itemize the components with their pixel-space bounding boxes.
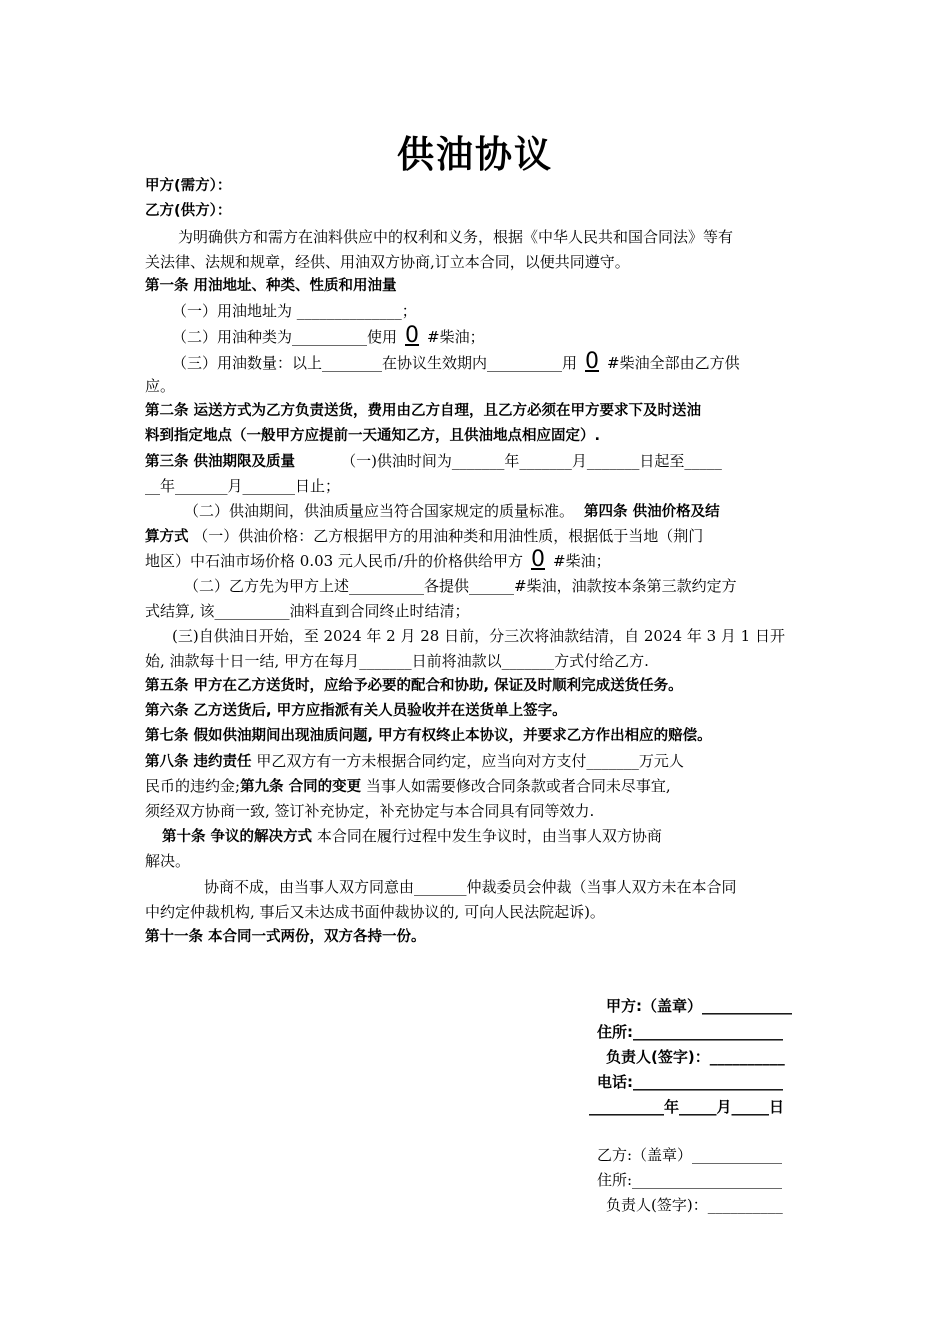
- article-9-heading: 第九条 合同的变更: [240, 779, 362, 795]
- intro-line-2: 关法律、法规和规章，经供、用油双方协商,订立本合同，以便共同遵守。: [145, 253, 630, 271]
- party-a-phone-line: 电话:____________________: [597, 1073, 783, 1091]
- article-10-line-4: 中约定仲裁机构, 事后又未达成书面仲裁协议的, 可向人民法院起诉)。: [145, 903, 605, 921]
- party-a-date-line: __________年_____月_____日: [589, 1098, 785, 1116]
- article-10-line-2: 解决。: [145, 852, 191, 870]
- party-b-address-line: 住所:____________________: [597, 1171, 783, 1189]
- diesel-grade-value: 0: [585, 349, 600, 374]
- article-8-line-1: 第八条 违约责任 甲乙双方有一方未根据合同约定，应当向对方支付_______万元人: [145, 752, 684, 770]
- article-4-heading: 第四条 供油价格及结: [584, 504, 720, 520]
- article-1-item-2: （二）用油种类为__________使用 0 #柴油；: [172, 323, 485, 348]
- article-2-line-1: 第二条 运送方式为乙方负责送货，费用由乙方自理，且乙方必须在甲方要求下及时送油: [145, 403, 702, 419]
- article-4-line-2: 地区）中石油市场价格 0.03 元人民币/升的价格供给甲方 0 #柴油；: [145, 547, 611, 572]
- party-a-seal-line: 甲方:（盖章）____________: [606, 997, 792, 1015]
- article-1-item-3: （三）用油数量：以上________在协议生效期内__________用 0 #柴油全部由乙方供: [172, 349, 740, 374]
- article-4-line-3: （二）乙方先为甲方上述__________各提供______#柴油，油款按本条第三款约定方: [184, 577, 737, 595]
- article-1-heading: 第一条 用油地址、种类、性质和用油量: [145, 278, 397, 294]
- document-title: 供油协议: [397, 133, 553, 176]
- article-3-line-1: 第三条 供油期限及质量 （一)供油时间为_______年_______月_______日起至_____: [145, 452, 722, 470]
- article-10-heading: 第十条 争议的解决方式: [162, 829, 313, 845]
- article-10-line-1: 第十条 争议的解决方式 本合同在履行过程中发生争议时，由当事人双方协商: [162, 827, 662, 845]
- diesel-grade-value: 0: [531, 547, 545, 572]
- article-2-line-2: 料到指定地点（一般甲方应提前一天通知乙方，且供油地点相应固定）.: [145, 428, 601, 444]
- article-11: 第十一条 本合同一式两份，双方各持一份。: [145, 929, 426, 945]
- article-1-item-1: （一）用油地址为 ______________；: [172, 302, 417, 320]
- party-b-seal-line: 乙方:（盖章）____________: [597, 1146, 783, 1164]
- party-b-signer-line: 负责人(签字)：__________: [606, 1196, 783, 1214]
- article-7: 第七条 假如供油期间出现油质问题, 甲方有权终止本协议，并要求乙方作出相应的赔偿。: [145, 728, 712, 744]
- article-3-heading: 第三条 供油期限及质量: [145, 454, 296, 470]
- party-a-label: 甲方(需方）：: [145, 178, 232, 194]
- article-4-line-5: (三)自供油日开始，至 2024 年 2 月 28 日前，分三次将油款结清，自 2024 年 3 月 1 日开: [172, 627, 785, 645]
- intro-line-1: 为明确供方和需方在油料供应中的权利和义务，根据《中华人民共和国合同法》等有: [178, 228, 734, 246]
- article-4-line-6: 始, 油款每十日一结, 甲方在每月_______日前将油款以_______方式付给乙方.: [145, 652, 649, 670]
- article-9-line-2: 须经双方协商一致, 签订补充协定，补充协定与本合同具有同等效力.: [145, 802, 595, 820]
- article-6: 第六条 乙方送货后, 甲方应指派有关人员验收并在送货单上签字。: [145, 703, 567, 719]
- party-a-address-line: 住所:____________________: [597, 1023, 783, 1041]
- article-1-item-3-tail: 应。: [145, 377, 176, 395]
- party-b-label: 乙方(供方）：: [145, 203, 232, 219]
- article-5: 第五条 甲方在乙方送货时，应给予必要的配合和协助, 保证及时顺利完成送货任务。: [145, 678, 683, 694]
- article-4-line-4: 式结算, 该__________油料直到合同终止时结清；: [145, 602, 470, 620]
- article-10-line-3: 协商不成，由当事人双方同意由_______仲裁委员会仲裁（当事人双方未在本合同: [204, 878, 737, 896]
- article-8-heading: 第八条 违约责任: [145, 754, 252, 770]
- party-a-signer-line: 负责人(签字)：__________: [606, 1048, 785, 1066]
- article-4-line-1: 算方式 （一）供油价格：乙方根据甲方的用油种类和用油性质，根据低于当地（荆门: [145, 527, 704, 545]
- diesel-grade-value: 0: [405, 323, 420, 348]
- article-8-9-line: 民币的违约金;第九条 合同的变更 当事人如需要修改合同条款或者合同未尽事宜,: [145, 777, 671, 795]
- article-3-line-2: __年_______月_______日止；: [145, 477, 341, 495]
- article-3-line-3: （二）供油期间，供油质量应当符合国家规定的质量标准。 第四条 供油价格及结: [184, 502, 720, 520]
